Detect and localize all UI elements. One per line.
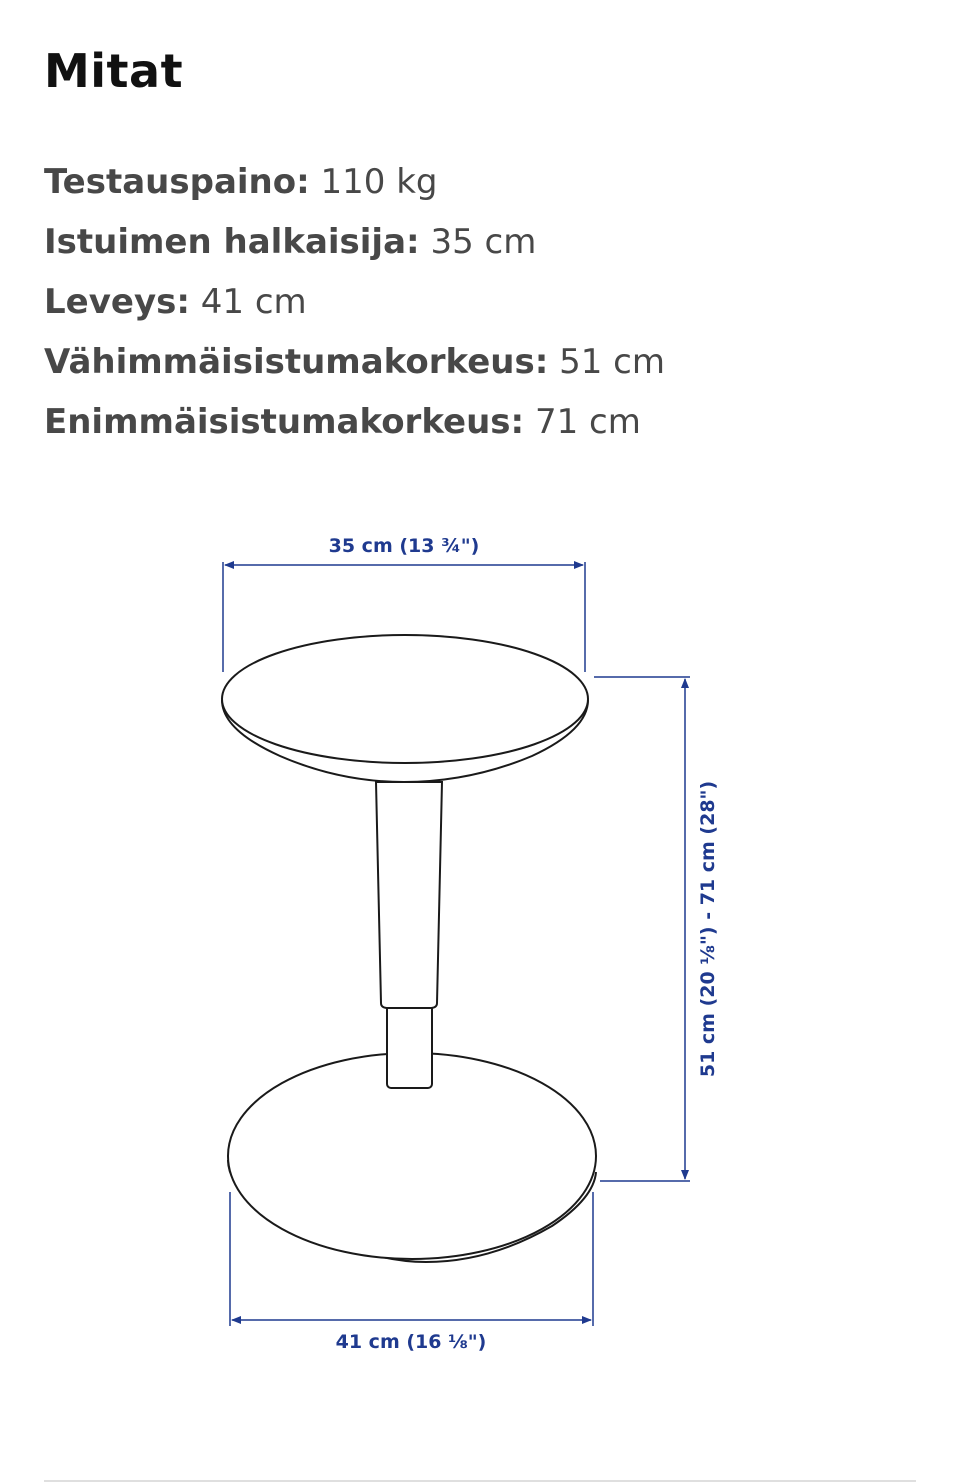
spec-label: Istuimen halkaisija: xyxy=(44,222,420,262)
seat-width-label: 35 cm (13 ¾") xyxy=(328,535,480,557)
spec-label: Vähimmäisistumakorkeus: xyxy=(44,342,549,382)
spec-row-test-weight xyxy=(44,158,665,218)
spec-value: 110 kg xyxy=(320,162,438,202)
page-title: Mitat xyxy=(44,44,184,98)
spec-label: Testauspaino: xyxy=(44,162,310,202)
spec-label: Enimmäisistumakorkeus: xyxy=(44,402,525,442)
dimension-drawing xyxy=(0,500,960,1400)
spec-row-max-seat-height xyxy=(44,398,665,458)
base-width-label: 41 cm (16 ⅛") xyxy=(335,1331,487,1353)
spec-value: 71 cm xyxy=(534,402,641,442)
spec-value: 51 cm xyxy=(559,342,665,382)
spec-value: 35 cm xyxy=(430,222,537,262)
height-label: 51 cm (20 ⅛") - 71 cm (28") xyxy=(697,780,719,1078)
height-dimension xyxy=(594,677,719,1181)
spec-label: Leveys: xyxy=(44,282,190,322)
spec-value: 41 cm xyxy=(200,282,307,322)
spec-row-seat-diameter xyxy=(44,218,665,278)
upper-column xyxy=(376,782,442,1008)
spec-row-min-seat-height xyxy=(44,338,665,398)
spec-row-width xyxy=(44,278,665,338)
spec-list xyxy=(44,158,665,458)
seat-top xyxy=(222,635,588,763)
lower-column xyxy=(387,1002,432,1088)
stool-illustration xyxy=(222,635,596,1262)
